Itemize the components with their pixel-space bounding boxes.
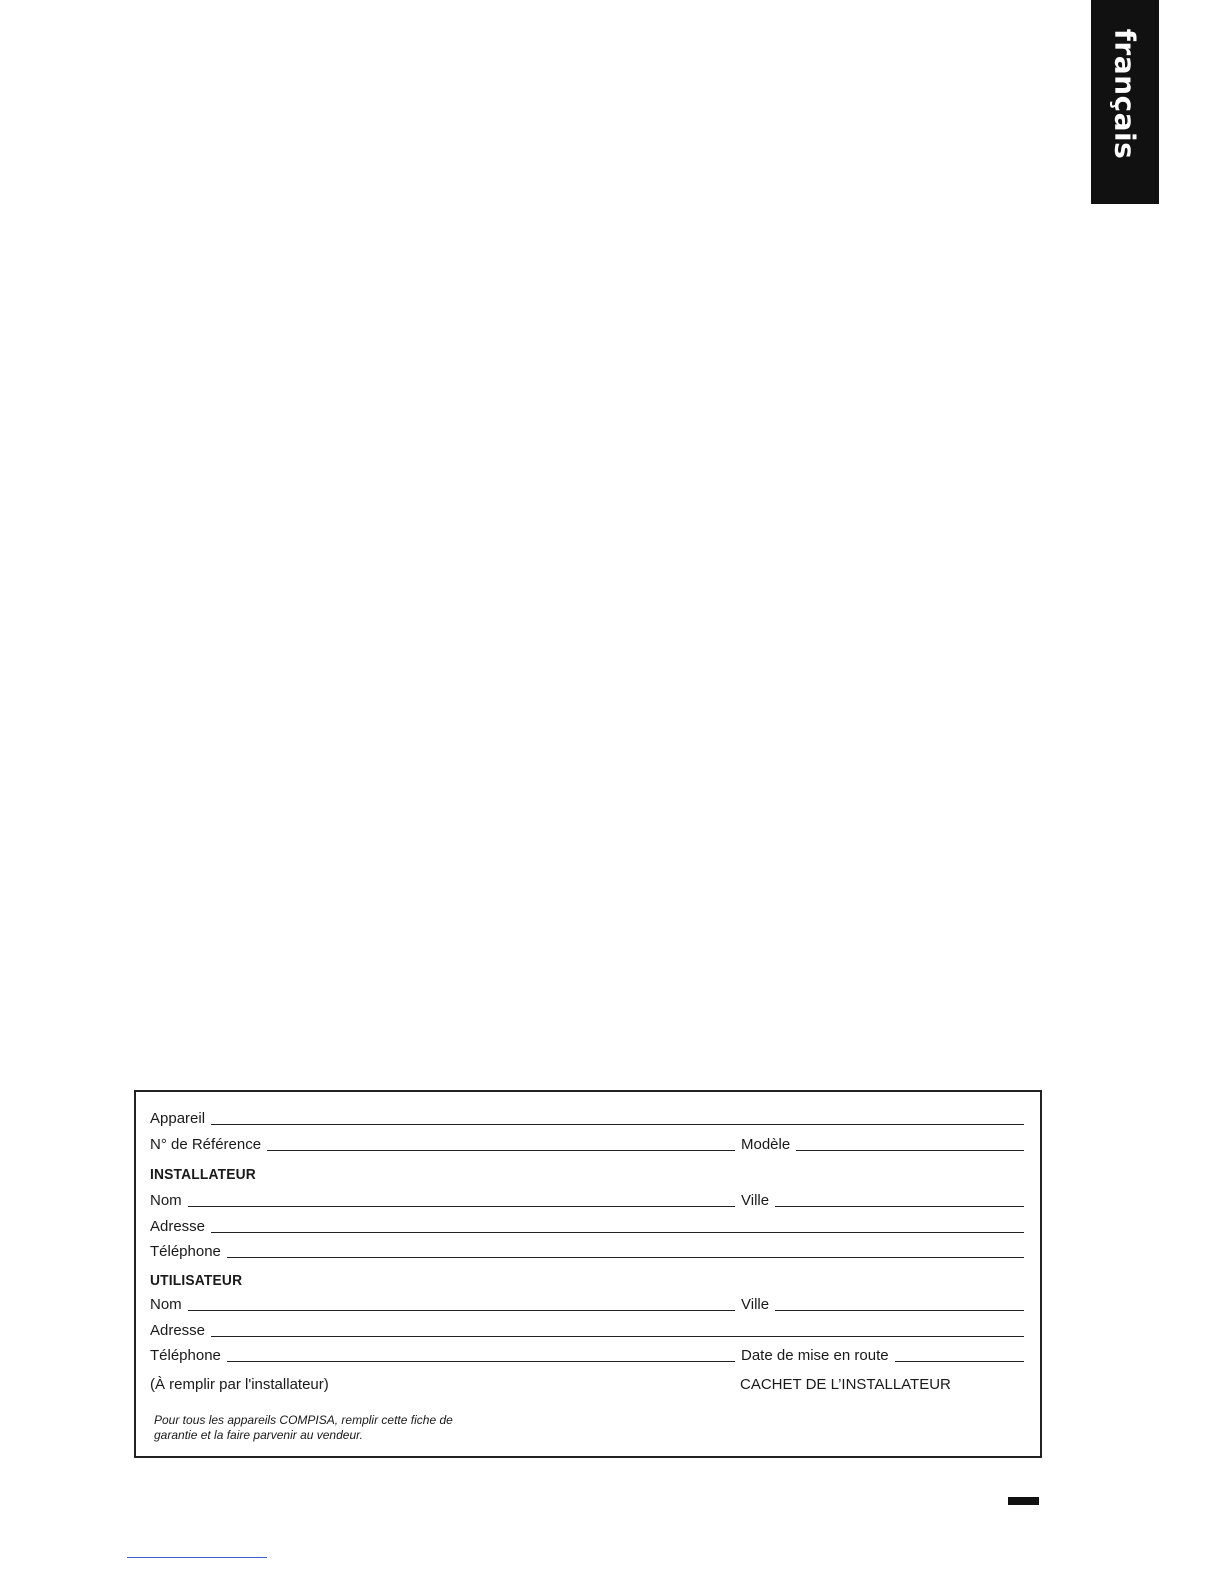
utilisateur-adresse-field[interactable] — [150, 1322, 1024, 1340]
row-utilisateur-adresse — [150, 1320, 1024, 1340]
row-utilisateur-telephone — [150, 1345, 1024, 1365]
installateur-telephone-field[interactable] — [150, 1243, 1024, 1261]
language-tab-label: français — [1108, 28, 1142, 160]
warranty-form — [134, 1090, 1042, 1458]
installateur-ville-label: Ville — [741, 1192, 770, 1209]
modele-label: Modèle — [741, 1136, 791, 1153]
utilisateur-telephone-field[interactable] — [150, 1347, 735, 1365]
footnote-line-1: Pour tous les appareils COMPISA, remplir cette fiche de — [154, 1413, 453, 1427]
modele-line[interactable] — [796, 1136, 1024, 1151]
installateur-title: INSTALLATEUR — [150, 1166, 256, 1183]
utilisateur-ville-line[interactable] — [775, 1296, 1024, 1311]
row-installateur-nom — [150, 1190, 1024, 1210]
date-mise-en-route-line[interactable] — [895, 1347, 1024, 1362]
appareil-label: Appareil — [150, 1110, 206, 1127]
utilisateur-adresse-line[interactable] — [211, 1322, 1024, 1337]
installateur-nom-field[interactable] — [150, 1192, 735, 1210]
link-underline[interactable] — [127, 1557, 267, 1558]
installateur-ville-line[interactable] — [775, 1192, 1024, 1207]
installateur-ville-field[interactable] — [741, 1192, 1024, 1210]
appareil-line[interactable] — [211, 1110, 1024, 1125]
cachet-installateur: CACHET DE L’INSTALLATEUR — [740, 1376, 951, 1393]
row-utilisateur-nom — [150, 1294, 1024, 1314]
reference-field[interactable] — [150, 1136, 735, 1154]
row-installateur-telephone — [150, 1241, 1024, 1261]
row-installateur-adresse — [150, 1216, 1024, 1236]
installateur-adresse-line[interactable] — [211, 1218, 1024, 1233]
row-reference — [150, 1134, 1024, 1154]
reference-label: N° de Référence — [150, 1136, 262, 1153]
footnote-line-2: garantie et la faire parvenir au vendeur. — [154, 1428, 364, 1442]
date-mise-en-route-field[interactable] — [741, 1347, 1024, 1365]
utilisateur-nom-field[interactable] — [150, 1296, 735, 1314]
reference-line[interactable] — [267, 1136, 735, 1151]
date-mise-en-route-label: Date de mise en route — [741, 1347, 889, 1364]
installateur-adresse-label: Adresse — [150, 1218, 206, 1235]
utilisateur-title: UTILISATEUR — [150, 1272, 243, 1289]
appareil-field[interactable] — [150, 1110, 1024, 1128]
utilisateur-ville-label: Ville — [741, 1296, 770, 1313]
utilisateur-telephone-line[interactable] — [227, 1347, 735, 1362]
utilisateur-nom-label: Nom — [150, 1296, 182, 1313]
installateur-telephone-label: Téléphone — [150, 1243, 221, 1260]
installateur-nom-label: Nom — [150, 1192, 182, 1209]
language-tab — [1091, 0, 1159, 204]
footnote — [154, 1413, 504, 1443]
installateur-adresse-field[interactable] — [150, 1218, 1024, 1236]
utilisateur-nom-line[interactable] — [188, 1296, 735, 1311]
installateur-telephone-line[interactable] — [227, 1243, 1024, 1258]
installateur-nom-line[interactable] — [188, 1192, 735, 1207]
utilisateur-telephone-label: Téléphone — [150, 1347, 221, 1364]
row-appareil — [150, 1108, 1024, 1128]
utilisateur-adresse-label: Adresse — [150, 1322, 206, 1339]
a-remplir-note: (À remplir par l'installateur) — [150, 1376, 329, 1393]
utilisateur-ville-field[interactable] — [741, 1296, 1024, 1314]
modele-field[interactable] — [741, 1136, 1024, 1154]
page-marker — [1008, 1497, 1039, 1505]
